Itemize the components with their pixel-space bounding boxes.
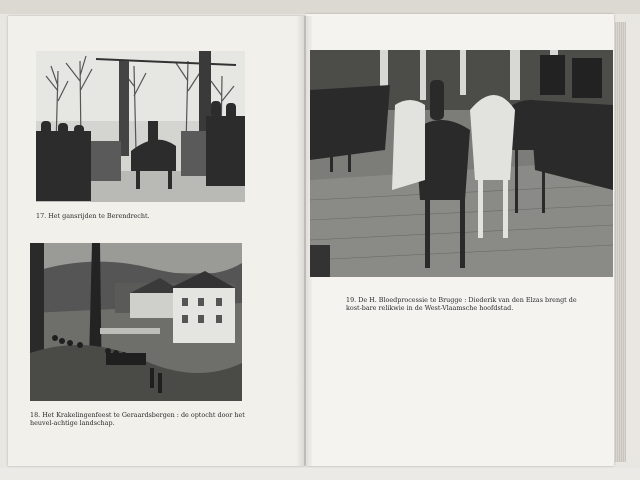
photo-krakelingenfeest [30, 243, 242, 401]
caption-18: 18. Het Krakelingenfeest te Geraardsbergen : de optocht door het heuvel-achtige landschap. [30, 411, 245, 427]
photo-bloedprocessie [310, 50, 613, 277]
background-bottom [0, 468, 640, 480]
caption-17: 17. Het gansrijden te Berendrecht. [36, 212, 150, 220]
background-top [0, 0, 640, 14]
photo-gansrijden [36, 51, 245, 202]
caption-19: 19. De H. Bloedprocessie te Brugge : Diederik van den Elzas brengt de kost-bare relikwie in de West-Vlaamsche hoofdstad. [346, 296, 577, 312]
page-edges [614, 22, 626, 462]
